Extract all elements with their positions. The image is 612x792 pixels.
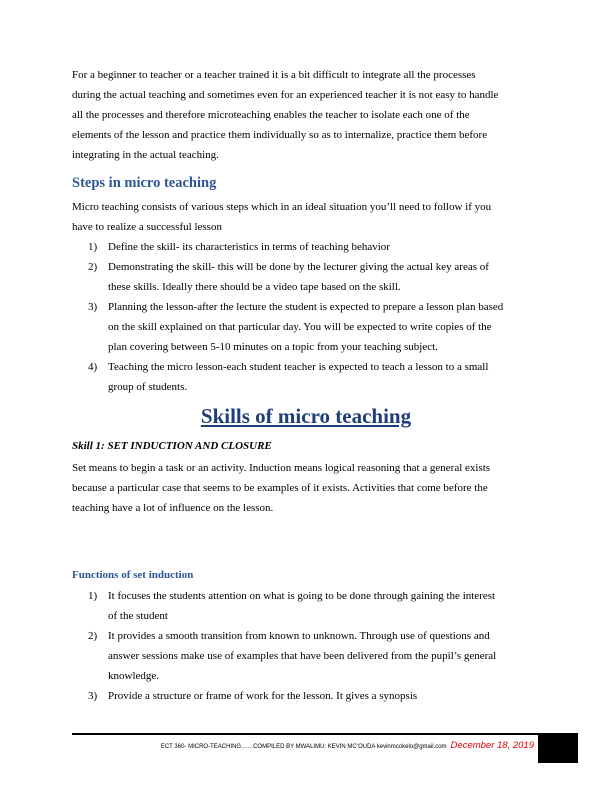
steps-list	[72, 237, 552, 397]
text-line: plan covering between 5-10 minutes on a topic from your teaching subject.	[108, 341, 438, 353]
text-line: Planning the lesson-after the lecture the student is expected to prepare a lesson plan based	[108, 301, 504, 313]
text-line: Provide a structure or frame of work for the lesson. It gives a synopsis	[108, 690, 418, 702]
steps-intro	[72, 197, 552, 237]
footer-rule	[72, 733, 540, 735]
skills-heading: Skills of micro teaching	[200, 404, 412, 428]
text-line: It provides a smooth transition from known to unknown. Through use of questions and	[108, 630, 490, 642]
list-number: 4)	[88, 361, 98, 373]
text-line: all the processes and therefore microteaching enables the teacher to isolate each one of the	[72, 109, 470, 121]
text-line: elements of the lesson and practice them individually so as to internalize, practice them before	[72, 129, 488, 141]
text-line: group of students.	[108, 381, 188, 393]
text-line: teaching have a lot of influence on the lesson.	[72, 502, 274, 514]
text-line: have to realize a successful lesson	[72, 221, 222, 233]
text-line: Set means to begin a task or an activity. Induction means logical reasoning that a general exists	[72, 462, 491, 474]
list-item	[72, 586, 552, 626]
list-number: 2)	[88, 261, 98, 273]
functions-list	[72, 586, 552, 706]
skill1-paragraph	[72, 458, 552, 518]
list-number: 3)	[88, 690, 98, 702]
text-line: It focuses the students attention on what is going to be done through gaining the interest	[108, 590, 496, 602]
list-item	[72, 237, 552, 257]
text-line: Micro teaching consists of various steps which in an ideal situation you’ll need to follow if you	[72, 201, 492, 213]
text-line: these skills. Ideally there should be a video tape based on the skill.	[108, 281, 401, 293]
footer	[72, 740, 534, 751]
text-line: during the actual teaching and sometimes even for an experienced teacher it is not easy to handle	[72, 89, 499, 101]
intro-paragraph	[72, 65, 552, 165]
list-item	[72, 357, 552, 397]
list-item	[72, 626, 552, 686]
functions-heading: Functions of set induction	[72, 569, 194, 581]
list-number: 2)	[88, 630, 98, 642]
list-item	[72, 686, 552, 706]
list-number: 3)	[88, 301, 98, 313]
footer-date: December 18, 2019	[450, 740, 534, 751]
list-item	[72, 257, 552, 297]
text-line: of the student	[108, 610, 168, 622]
list-number: 1)	[88, 241, 98, 253]
list-item	[72, 297, 552, 357]
text-line: knowledge.	[108, 670, 160, 682]
text-line: integrating in the actual teaching.	[72, 149, 219, 161]
text-line: because a particular case that seems to be examples of it exists. Activities that come before the	[72, 482, 488, 494]
footer-text: ECT 360- MICRO-TEACHING……COMPILED BY MWALIMU: KEVIN MC’OUDA kevinmcokelo@gmail.com	[160, 744, 447, 750]
text-line: Teaching the micro lesson-each student teacher is expected to teach a lesson to a small	[108, 361, 489, 373]
list-number: 1)	[88, 590, 98, 602]
text-line: answer sessions make use of examples that have been delivered from the pupil’s general	[108, 650, 497, 662]
text-line: For a beginner to teacher or a teacher trained it is a bit difficult to integrate all the processes	[72, 69, 476, 81]
steps-heading: Steps in micro teaching	[72, 175, 217, 191]
text-line: Demonstrating the skill- this will be done by the lecturer giving the actual key areas of	[108, 261, 489, 273]
footer-page-box	[538, 733, 578, 763]
text-line: on the skill explained on that particular day. You will be expected to write copies of the	[108, 321, 492, 333]
text-line: Define the skill- its characteristics in terms of teaching behavior	[108, 241, 390, 253]
skill1-heading: Skill 1: SET INDUCTION AND CLOSURE	[72, 440, 272, 452]
